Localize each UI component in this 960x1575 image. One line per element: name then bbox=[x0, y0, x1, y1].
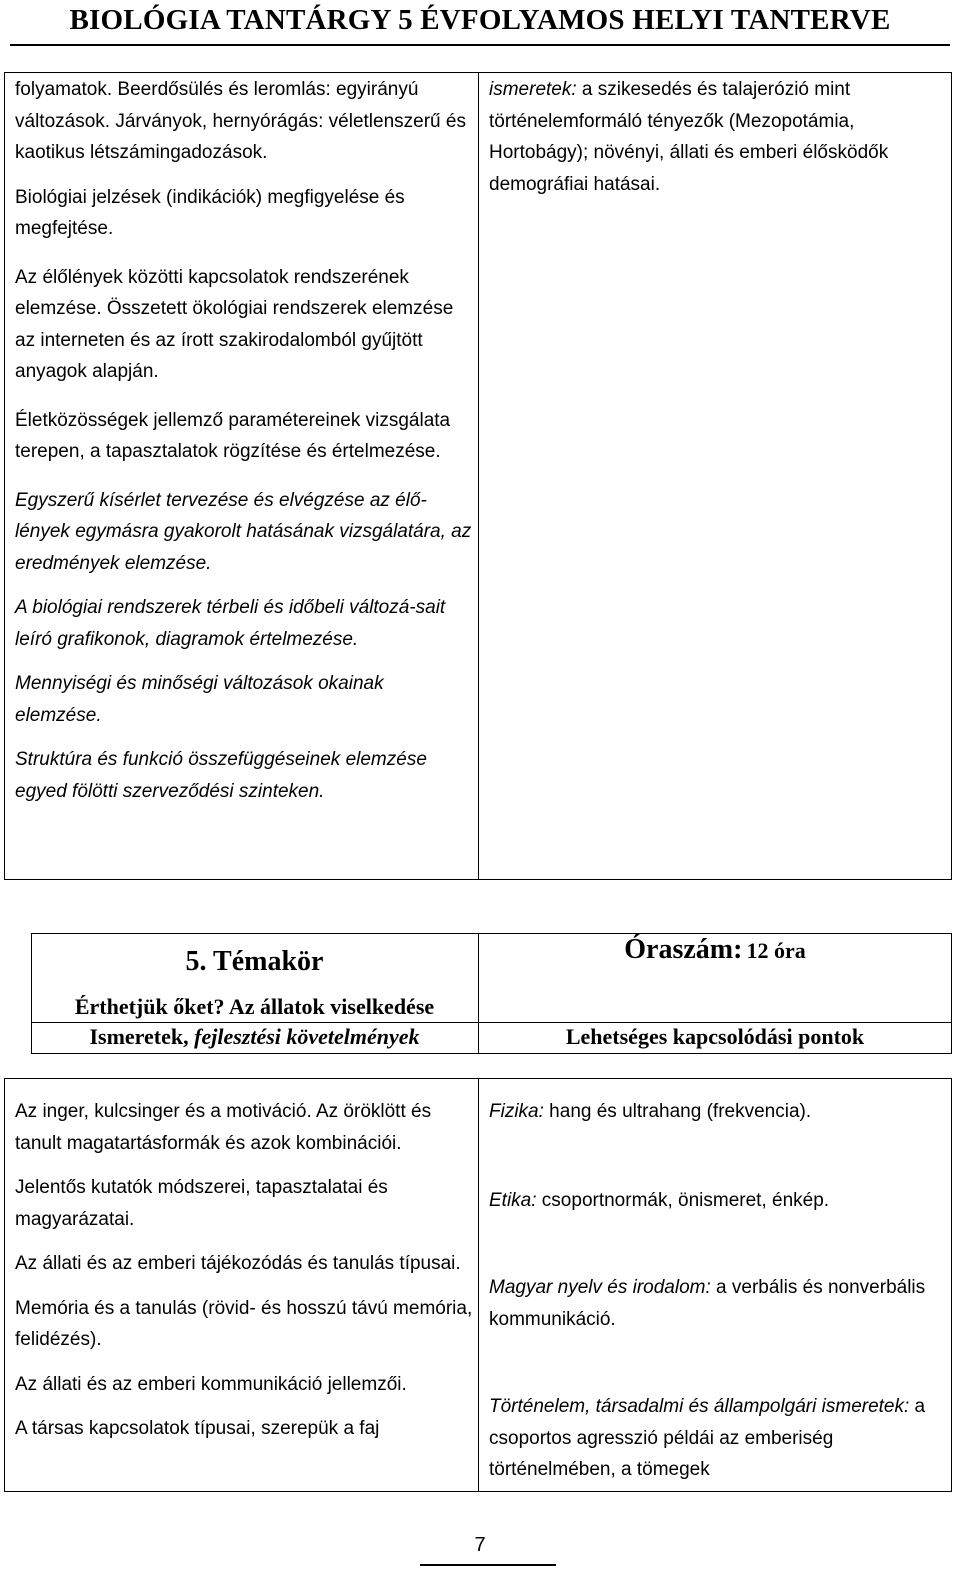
connection-magyar bbox=[489, 1272, 944, 1335]
table-2-left-column bbox=[15, 1096, 473, 1445]
text-paragraph: Jelentős kutatók módszerei, tapasztalatai és magyarázatai. bbox=[15, 1177, 388, 1230]
text-paragraph: Az állati és az emberi tájékozódás és tanulás típusai. bbox=[15, 1253, 461, 1274]
connection-etika bbox=[489, 1185, 944, 1217]
column-header-left-a: Ismeretek, bbox=[89, 1024, 195, 1049]
hours-value: 12 óra bbox=[746, 938, 806, 963]
page-number: 7 bbox=[474, 1534, 486, 1556]
table-2-divider bbox=[478, 1078, 479, 1492]
text-paragraph: Struktúra és funkció összefüggéseinek elemzése egyed fölötti szerveződési szinteken. bbox=[15, 749, 427, 802]
connection-tortenelem bbox=[489, 1391, 944, 1486]
topic-hours bbox=[478, 934, 952, 966]
subject-label: ismeretek: bbox=[489, 79, 577, 100]
document-title: BIOLÓGIA TANTÁRGY 5 ÉVFOLYAMOS HELYI TANTERVE bbox=[69, 4, 891, 36]
text-paragraph: Az inger, kulcsinger és a motiváció. Az öröklött és tanult magatartásformák és azok kombinációi. bbox=[15, 1101, 432, 1154]
text-paragraph: Memória és a tanulás (rövid- és hosszú távú memória, felidézés). bbox=[15, 1297, 473, 1350]
topic-title: 5. Témakör bbox=[185, 946, 324, 977]
topic-header-separator bbox=[31, 1022, 952, 1023]
connection-paragraph bbox=[489, 74, 944, 200]
text-paragraph: Az állati és az emberi kommunikáció jellemzői. bbox=[15, 1373, 407, 1395]
topic-subtitle bbox=[31, 994, 478, 1020]
subject-label: Fizika: bbox=[489, 1101, 544, 1122]
connection-text: a szikesedés és talajerózió mint történelemformáló tényezők (Mezopotámia, Hortobágy); növényi, állati és emberi élősködők demográfiai hatásai. bbox=[489, 79, 889, 195]
text-paragraph: folyamatok. Beerdősülés és leromlás: egyirányú változások. Járványok, hernyórágás: véletlenszerű és kaotikus létszámingadozások. bbox=[15, 79, 466, 163]
column-header-left-b: fejlesztési követelmények bbox=[194, 1024, 420, 1049]
connection-text: csoportnormák, önismeret, énkép. bbox=[536, 1189, 830, 1211]
document-header bbox=[10, 0, 950, 46]
text-paragraph: A biológiai rendszerek térbeli és időbeli változá-sait leíró grafikonok, diagramok értelmezése. bbox=[15, 597, 446, 650]
connection-text: hang és ultrahang (frekvencia). bbox=[543, 1101, 812, 1122]
page-number-underline bbox=[420, 1564, 556, 1566]
hours-label: Óraszám: bbox=[624, 934, 743, 965]
table-1-left-column bbox=[15, 74, 473, 807]
column-header-right: Lehetséges kapcsolódási pontok bbox=[565, 1024, 865, 1049]
text-paragraph: Biológiai jelzések (indikációk) megfigyelése és megfejtése. bbox=[15, 186, 405, 239]
subject-label: Magyar nyelv és irodalom: bbox=[489, 1277, 711, 1298]
subject-label: Etika: bbox=[489, 1189, 537, 1211]
text-paragraph: Egyszerű kísérlet tervezése és elvégzése az élő-lények egymásra gyakorolt hatásának vizsgálatára, az eredmények elemzése. bbox=[15, 489, 472, 574]
topic-subtitle-question: Érthetjük őket? bbox=[74, 994, 225, 1019]
column-header-left bbox=[31, 1024, 478, 1050]
text-paragraph: Életközösségek jellemző paramétereinek vizsgálata terepen, a tapasztalatok rögzítése és értelmezése. bbox=[15, 409, 451, 462]
table-1-divider bbox=[478, 72, 479, 880]
connection-text: a csoportos agresszió példái az emberiség történelmében, a tömegek bbox=[489, 1396, 926, 1480]
text-paragraph: A társas kapcsolatok típusai, szerepük a faj bbox=[15, 1418, 380, 1439]
table-1-right-column bbox=[489, 74, 944, 200]
connection-fizika bbox=[489, 1096, 944, 1128]
connection-text: a verbális és nonverbális kommunikáció. bbox=[489, 1277, 926, 1330]
subject-label: Történelem, társadalmi és állampolgári ismeretek: bbox=[489, 1396, 910, 1417]
text-paragraph: Az élőlények közötti kapcsolatok rendszerének elemzése. Összetett ökológiai rendszerek elemzése az interneten és az írott szakirodalomból gyűjtött anyagok alapján. bbox=[15, 266, 454, 382]
table-2-right-column bbox=[489, 1096, 944, 1486]
text-paragraph: Mennyiségi és minőségi változások okainak elemzése. bbox=[15, 673, 384, 726]
topic-subtitle-name: Az állatok viselkedése bbox=[224, 994, 435, 1019]
